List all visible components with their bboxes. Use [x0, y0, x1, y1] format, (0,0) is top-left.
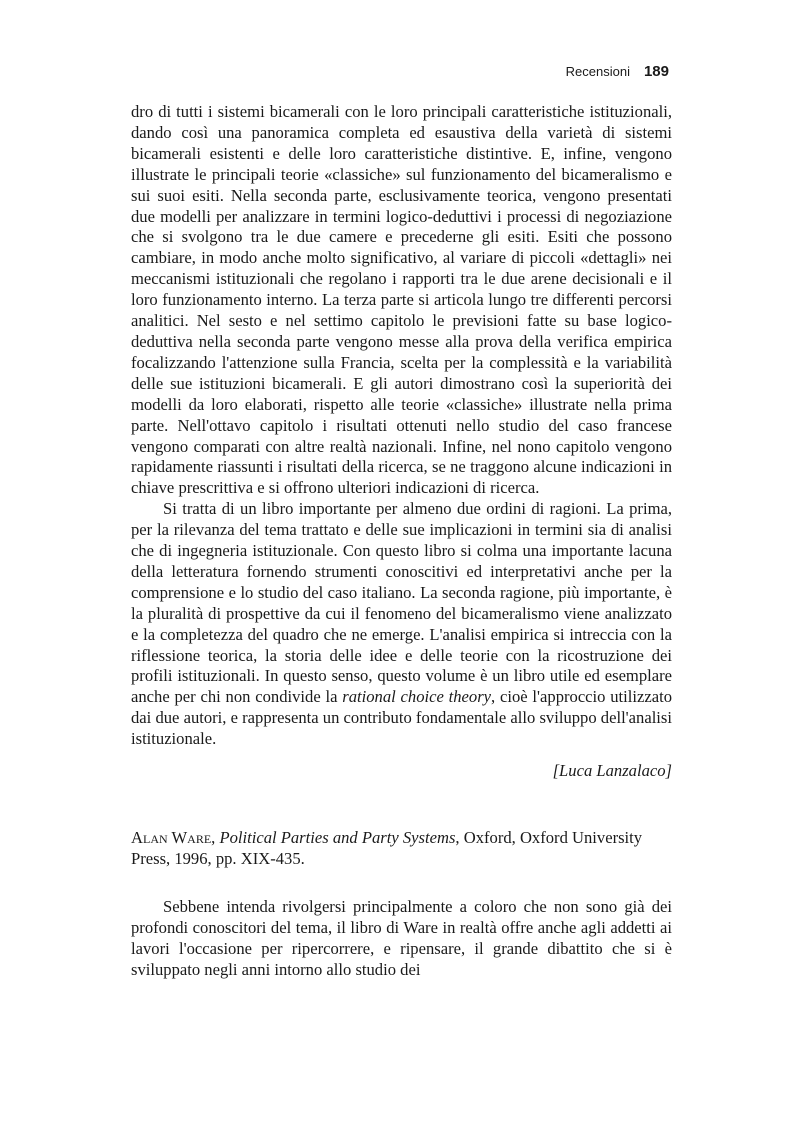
book-title: Political Parties and Party Systems	[219, 828, 456, 847]
review2-citation: Alan Ware, Political Parties and Party Systems, Oxford, Oxford University Press, 1996, pp. XIX-435.	[131, 828, 643, 868]
section-title: Recensioni	[565, 64, 630, 79]
reviewer-signature: [Luca Lanzalaco]	[552, 761, 672, 781]
review2-paragraph-1: Sebbene intenda rivolgersi principalmente a coloro che non sono già dei profondi conoscitori del tema, il libro di Ware in realtà offre anche agli addetti ai lavori l'occasione per ripercorrere, e ripensare, il grande dibattito che si è sviluppato negli anni intorno allo studio dei	[131, 896, 672, 979]
running-header	[566, 63, 669, 80]
book-publication: , Oxford, Oxford University Press, 1996, pp. XIX-435.	[131, 828, 643, 868]
page-number: 189	[643, 63, 669, 80]
review1-paragraph-1: dro di tutti i sistemi bicamerali con le loro principali caratteristiche istituzionali, dando così una panoramica completa ed esaustiva della varietà di sistemi bicamerali esistenti e delle loro caratteristiche distintive. E, infine, vengono illustrate le principali teorie «classiche» sul funzionamento del bicameralismo e sui suoi esiti. Nella seconda parte, esclusivamente teorica, vengono presentati due modelli per analizzare in termini logico-deduttivi i processi di negoziazione che si svolgono tra le due camere e precederne gli esiti. Esiti che possono cambiare, in modo anche molto significativo, al variare di piccoli «dettagli» nei meccanismi istituzionali che regolano i rapporti tra le due arene decisionali e il loro funzionamento interno. La terza parte si articola lungo tre differenti percorsi analitici. Nel sesto e nel settimo capitolo le previsioni fatte su base logico-deduttiva nella seconda parte vengono messe alla prova della verifica empirica focalizzando l'attenzione sulla Francia, scelta per la complessità e la variabilità delle sue istituzioni bicamerali. E gli autori dimostrano così la superiorità dei modelli da loro elaborati, rispetto alle teorie «classiche» illustrate nella prima parte. Nell'ottavo capitolo i risultati ottenuti nello studio del caso francese vengono comparati con altre realtà nazionali. Infine, nel nono capitolo vengono rapidamente riassunti i risultati della ricerca, se ne traggono alcune indicazioni in chiave prescrittiva e si offrono ulteriori indicazioni di ricerca.	[131, 102, 672, 498]
review1-paragraph-2	[131, 499, 672, 750]
page-body	[131, 102, 672, 980]
book-author: Alan Ware	[131, 828, 212, 847]
rational-choice-term: rational choice theory	[342, 687, 492, 707]
paragraph-2-text-a: Si tratta di un libro importante per almeno due ordini di ragioni. La prima, per la rilevanza del tema trattato e delle sue implicazioni in termini sia di analisi che di ingegneria istituzionale. Con questo libro si colma una importante lacuna della letteratura fornendo strumenti conoscitivi ed interpretativi anche per la comprensione e lo studio del caso italiano. La seconda ragione, più importante, è la pluralità di prospettive da cui il fenomeno del bicameralismo viene analizzato e la completezza del quadro che ne emerge. L'analisi empirica si intreccia con la riflessione teorica, la storia delle idee e delle teorie con la ricostruzione dei profili istituzionali. In questo senso, questo volume è un libro utile ed esemplare anche per chi non condivide la	[131, 499, 672, 707]
paragraph-2-text-b: , cioè l'approccio utilizzato dai due autori, e rappresenta un contributo fondamentale allo sviluppo dell'analisi istituzionale.	[131, 687, 672, 749]
